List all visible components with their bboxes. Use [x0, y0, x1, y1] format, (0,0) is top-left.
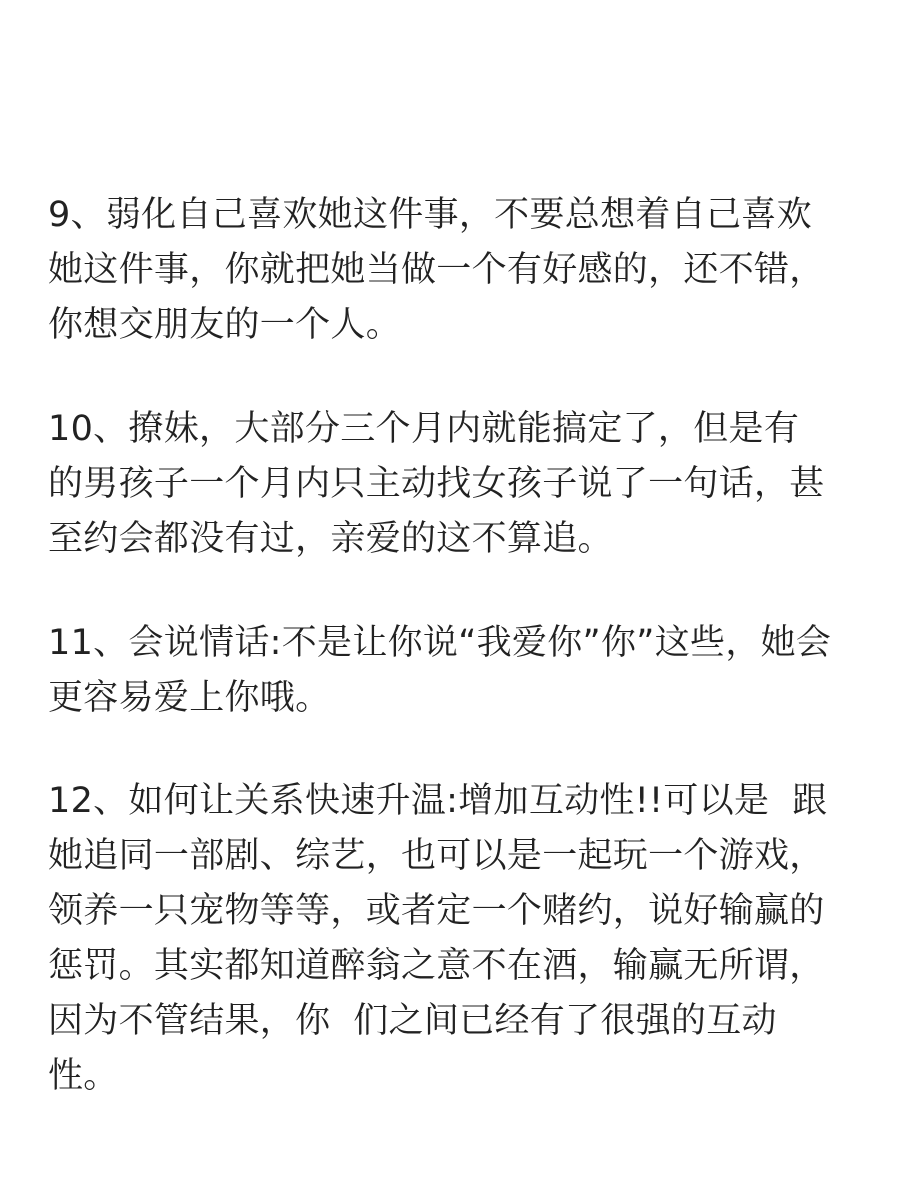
text-line: 至约会都没有过，亲爱的这不算追。: [48, 519, 613, 559]
text-line: 更容易爱上你哦。: [48, 678, 331, 718]
text-line: 性。: [48, 1056, 119, 1096]
text-line: 领养一只宠物等等，或者定一个赌约，说好输赢的: [48, 891, 825, 931]
paragraph-tip-11: [48, 616, 860, 726]
paragraph-tip-10: [48, 402, 860, 567]
text-line: 因为不管结果，你 们之间已经有了很强的互动: [48, 1001, 777, 1041]
text-line: 她这件事，你就把她当做一个有好感的，还不错，: [48, 250, 825, 290]
text-line: 9、弱化自己喜欢她这件事，不要总想着自己喜欢: [48, 195, 812, 235]
text-line: 她追同一部剧、综艺，也可以是一起玩一个游戏，: [48, 836, 825, 876]
text-line: 的男孩子一个月内只主动找女孩子说了一句话，甚: [48, 464, 825, 504]
text-line: 11、会说情话:不是让你说“我爱你”你”这些，她会: [48, 623, 832, 663]
text-line: 惩罚。其实都知道醉翁之意不在酒，输赢无所谓，: [48, 946, 825, 986]
paragraph-tip-9: [48, 188, 860, 353]
text-line: 10、撩妹，大部分三个月内就能搞定了，但是有: [48, 409, 800, 449]
text-line: 你想交朋友的一个人。: [48, 305, 402, 345]
paragraph-tip-12: [48, 774, 860, 1104]
text-line: 12、如何让关系快速升温:增加互动性!!可以是 跟: [48, 781, 828, 821]
